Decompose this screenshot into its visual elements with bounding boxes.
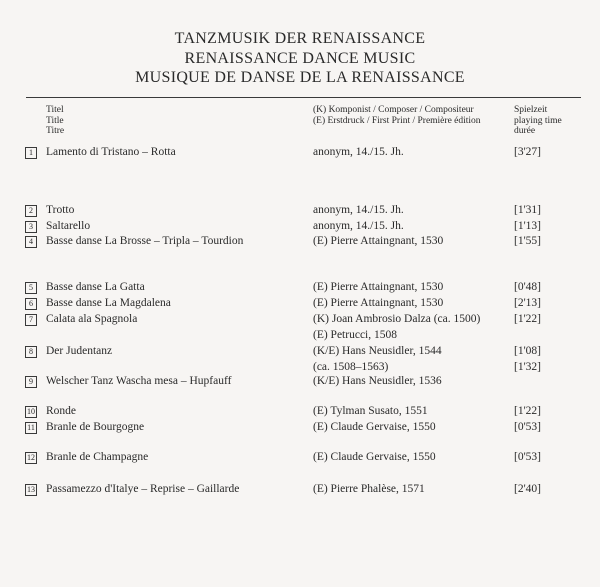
track-row <box>0 422 600 436</box>
track-title: Basse danse La Gatta <box>46 281 145 293</box>
track-title: Branle de Champagne <box>46 451 149 463</box>
track-number-box: 8 <box>25 346 37 358</box>
track-title: Ronde <box>46 405 77 417</box>
track-duration: [0'53] <box>514 451 541 463</box>
track-title: Welscher Tanz Wascha mesa – Hupfauff <box>46 375 232 387</box>
track-number-box: 6 <box>25 298 37 310</box>
track-row <box>0 205 600 219</box>
title-english: RENAISSANCE DANCE MUSIC <box>184 49 416 67</box>
track-title: Basse danse La Brosse – Tripla – Tourdion <box>46 235 244 247</box>
track-number-box: 5 <box>25 282 37 294</box>
composer-column-header <box>313 105 481 126</box>
track-composer: anonym, 14./15. Jh. <box>313 146 404 158</box>
header-rule <box>26 97 581 98</box>
track-duration: [0'53] <box>514 421 541 433</box>
track-number-box: 13 <box>27 485 35 494</box>
track-duration: [3'27] <box>514 146 541 158</box>
track-row <box>0 406 600 420</box>
title-french: MUSIQUE DE DANSE DE LA RENAISSANCE <box>135 69 465 86</box>
title-column-header <box>46 105 64 137</box>
title-german: TANZMUSIK DER RENAISSANCE <box>174 30 426 47</box>
track-duration: [2'13] <box>514 297 541 309</box>
track-number-box: 4 <box>25 236 37 248</box>
header-label: playing time <box>514 115 562 126</box>
track-row <box>0 236 600 250</box>
track-duration: [1'31] <box>514 204 541 216</box>
time-column-header <box>514 105 562 137</box>
track-composer-line2: (E) Petrucci, 1508 <box>313 329 397 341</box>
track-composer: (K/E) Hans Neusidler, 1536 <box>313 375 442 387</box>
header-label: (E) Erstdruck / First Print / Première édition <box>313 115 481 126</box>
track-row <box>0 376 600 390</box>
header-label: Titre <box>46 126 65 136</box>
track-number-box: 12 <box>27 453 35 462</box>
track-row <box>0 282 600 296</box>
track-row <box>0 346 600 360</box>
track-number-box: 1 <box>25 147 37 159</box>
track-duration: [1'32] <box>514 361 541 373</box>
track-composer: (E) Tylman Susato, 1551 <box>313 405 428 417</box>
track-title: Basse danse La Magdalena <box>46 297 171 309</box>
track-row <box>0 221 600 235</box>
track-composer: (E) Pierre Phalèse, 1571 <box>313 483 425 495</box>
track-composer: anonym, 14./15. Jh. <box>313 204 404 216</box>
header-label: Title <box>46 115 64 126</box>
track-title: Saltarello <box>46 220 91 232</box>
track-composer: (E) Pierre Attaingnant, 1530 <box>313 235 444 247</box>
track-row <box>0 147 600 161</box>
track-title: Passamezzo d'Italye – Reprise – Gaillarde <box>46 483 240 495</box>
header-label: Titel <box>46 105 64 115</box>
track-duration: [1'13] <box>514 220 541 232</box>
track-title: Branle de Bourgogne <box>46 421 145 433</box>
track-duration: [1'22] <box>514 313 541 325</box>
track-row-continuation <box>0 362 600 376</box>
track-composer: (K/E) Hans Neusidler, 1544 <box>313 345 442 357</box>
track-number-box: 9 <box>25 376 37 388</box>
track-composer: anonym, 14./15. Jh. <box>313 220 404 232</box>
track-number-box: 3 <box>25 221 37 233</box>
header-label: Spielzeit <box>514 105 548 115</box>
track-duration: [1'08] <box>514 345 541 357</box>
track-row <box>0 314 600 328</box>
track-number-box: 10 <box>27 407 35 416</box>
track-duration: [1'55] <box>514 235 541 247</box>
track-duration: [0'48] <box>514 281 541 293</box>
track-composer: (E) Claude Gervaise, 1550 <box>313 451 436 463</box>
track-number-box: 11 <box>25 422 37 434</box>
header-label: durée <box>514 126 536 136</box>
track-composer: (K) Joan Ambrosio Dalza (ca. 1500) <box>313 313 481 325</box>
track-title: Der Judentanz <box>46 345 113 357</box>
track-duration: [2'40] <box>514 483 541 495</box>
track-row <box>0 484 600 498</box>
track-row <box>0 452 600 466</box>
track-title: Lamento di Tristano – Rotta <box>46 146 176 158</box>
track-composer: (E) Pierre Attaingnant, 1530 <box>313 297 444 309</box>
header-label: (K) Komponist / Composer / Compositeur <box>313 105 474 115</box>
track-composer: (E) Claude Gervaise, 1550 <box>313 421 436 433</box>
track-row-continuation <box>0 330 600 344</box>
track-number-box: 2 <box>25 205 37 217</box>
track-row <box>0 298 600 312</box>
track-duration: [1'22] <box>514 405 541 417</box>
heading-block <box>0 29 600 88</box>
track-title: Trotto <box>46 204 75 216</box>
track-number-box: 7 <box>25 314 37 326</box>
track-composer-line2: (ca. 1508–1563) <box>313 361 389 373</box>
track-composer: (E) Pierre Attaingnant, 1530 <box>313 281 444 293</box>
track-title: Calata ala Spagnola <box>46 313 138 325</box>
